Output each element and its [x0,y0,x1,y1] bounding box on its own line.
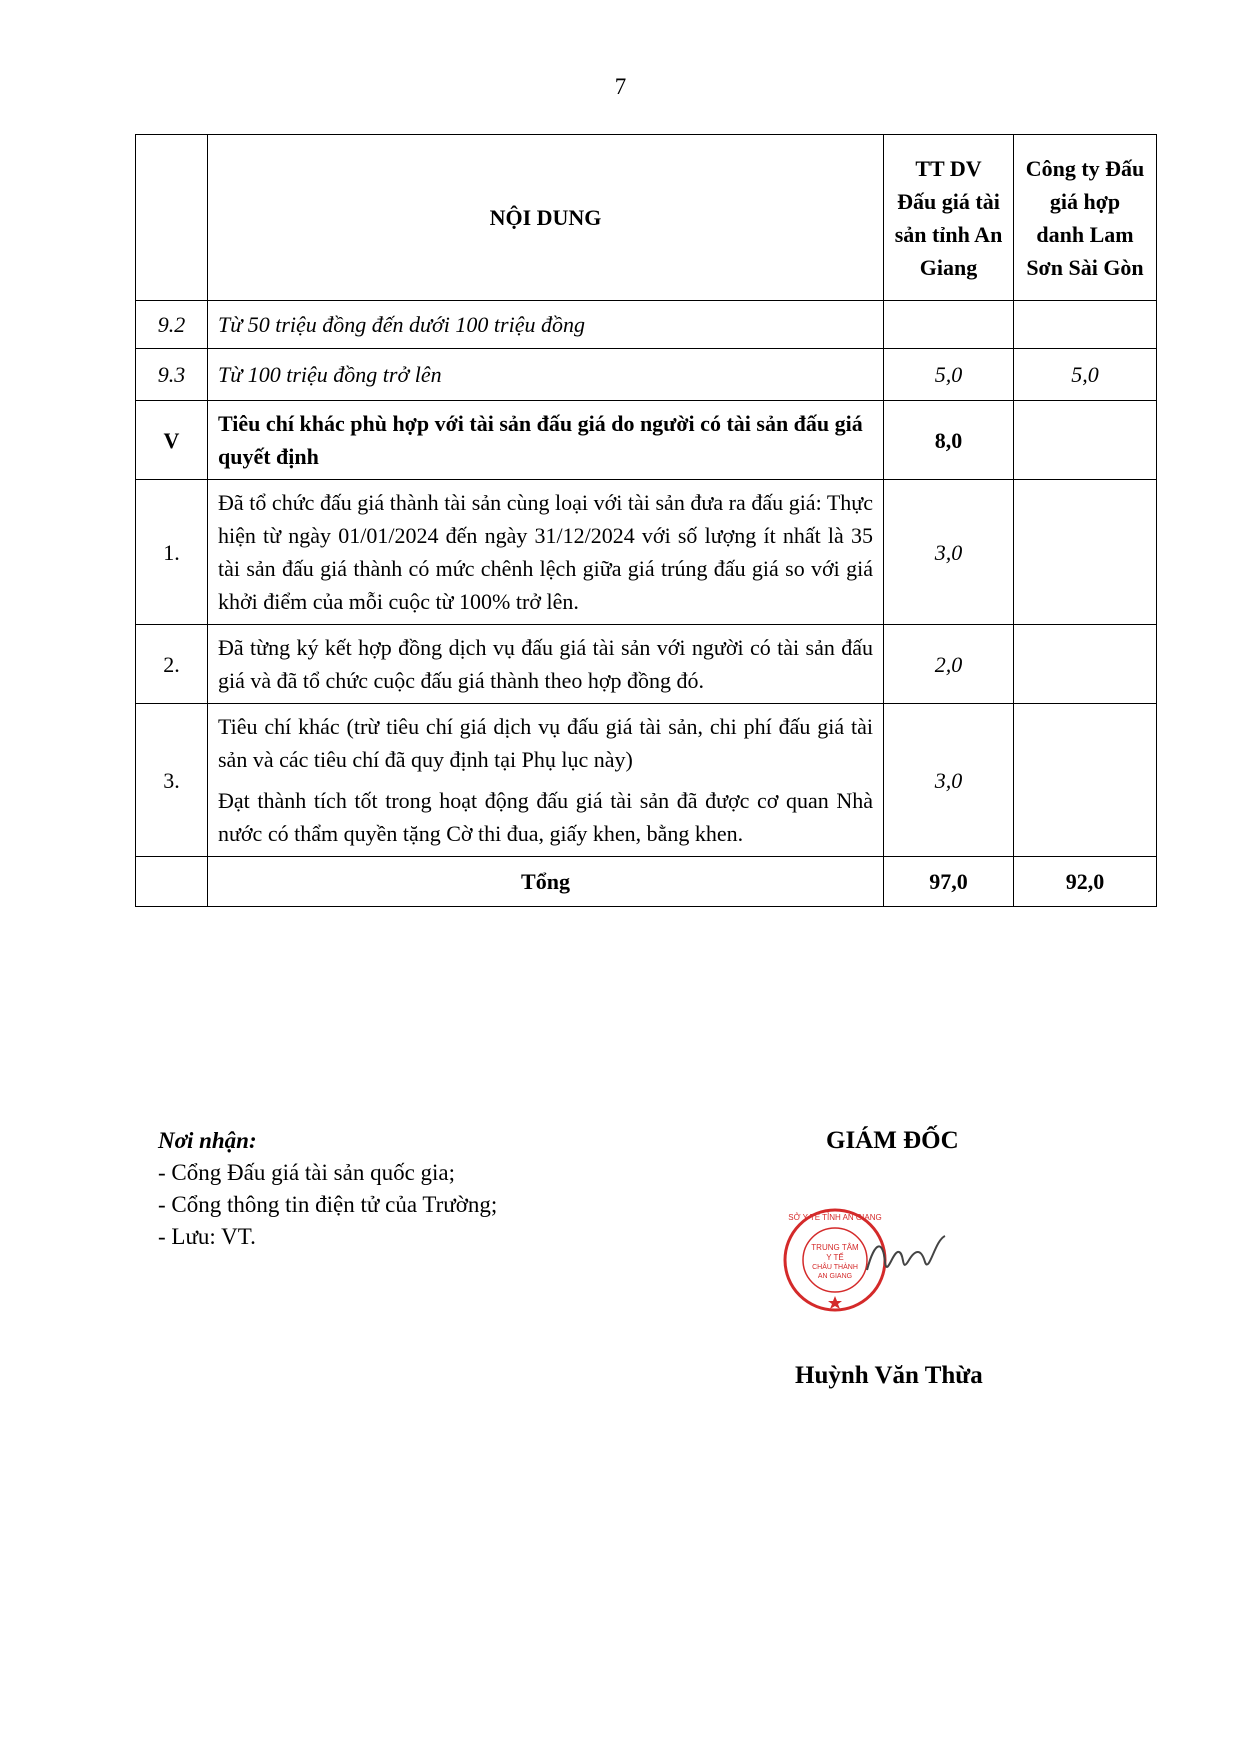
row-content-paragraph: Tiêu chí khác (trừ tiêu chí giá dịch vụ đấu giá tài sản, chi phí đấu giá tài sản và các tiêu chí đã quy định tại Phụ lục này) [218,714,873,772]
table-row [136,625,1157,704]
row-index: 2. [136,625,208,704]
svg-text:TRUNG TÂM: TRUNG TÂM [811,1243,859,1252]
table-row [136,349,1157,401]
row-index: V [136,401,208,480]
svg-text:CHÂU THÀNH: CHÂU THÀNH [812,1264,858,1271]
stamp-and-signature-icon [775,1200,975,1320]
header-col2: Công ty Đấu giá hợp danh Lam Sơn Sài Gòn [1014,135,1157,301]
recipient-item: - Cổng Đấu giá tài sản quốc gia; [158,1160,456,1185]
table-total-row [136,857,1157,907]
row-content: Từ 100 triệu đồng trở lên [208,349,884,401]
svg-text:SỞ Y TẾ TỈNH AN GIANG: SỞ Y TẾ TỈNH AN GIANG [788,1213,882,1222]
row-score1 [884,301,1014,349]
table-header-row [136,135,1157,301]
row-index: 9.2 [136,301,208,349]
recipient-item: - Lưu: VT. [158,1224,256,1249]
svg-text:Y TẾ: Y TẾ [826,1253,844,1262]
row-score2 [1014,480,1157,625]
table-row [136,704,1157,857]
row-score2 [1014,704,1157,857]
signer-name: Huỳnh Văn Thừa [795,1362,983,1389]
recipients-title: Nơi nhận: [158,1128,257,1153]
row-content: Từ 50 triệu đồng đến dưới 100 triệu đồng [208,301,884,349]
row-content [208,704,884,857]
header-index [136,135,208,301]
row-score1: 8,0 [884,401,1014,480]
row-score2 [1014,625,1157,704]
total-score1: 97,0 [884,857,1014,907]
official-stamp [775,1200,975,1326]
row-index: 9.3 [136,349,208,401]
header-content: NỘI DUNG [208,135,884,301]
row-content-paragraph: Đạt thành tích tốt trong hoạt động đấu giá tài sản đã được cơ quan Nhà nước có thẩm quyền tặng Cờ thi đua, giấy khen, bằng khen. [218,788,873,846]
row-score1: 3,0 [884,704,1014,857]
row-content: Đã từng ký kết hợp đồng dịch vụ đấu giá tài sản với người có tài sản đấu giá và đã tổ chức cuộc đấu giá thành theo hợp đồng đó. [208,625,884,704]
recipients-block [158,1125,497,1253]
page-number: 7 [614,74,627,99]
row-score2: 5,0 [1014,349,1157,401]
recipient-item: - Cổng thông tin điện tử của Trường; [158,1192,498,1217]
total-label: Tổng [208,857,884,907]
row-content: Đã tổ chức đấu giá thành tài sản cùng loại với tài sản đưa ra đấu giá: Thực hiện từ ngày 01/01/2024 đến ngày 31/12/2024 với số lượng ít nhất là 35 tài sản đấu giá thành có mức chênh lệch giữa giá trúng đấu giá so với giá khởi điểm của mỗi cuộc từ 100% trở lên. [208,480,884,625]
table-row [136,480,1157,625]
total-index [136,857,208,907]
row-index: 3. [136,704,208,857]
row-score2 [1014,301,1157,349]
svg-text:AN GIANG: AN GIANG [817,1273,853,1280]
header-col1: TT DV Đấu giá tài sản tỉnh An Giang [884,135,1014,301]
signer-position: GIÁM ĐỐC [826,1127,959,1154]
total-score2: 92,0 [1014,857,1157,907]
row-score1: 3,0 [884,480,1014,625]
table-row [136,301,1157,349]
table-row-section [136,401,1157,480]
row-content: Tiêu chí khác phù hợp với tài sản đấu giá do người có tài sản đấu giá quyết định [208,401,884,480]
row-score2 [1014,401,1157,480]
row-score1: 5,0 [884,349,1014,401]
score-table [135,134,1157,907]
row-index: 1. [136,480,208,625]
row-score1: 2,0 [884,625,1014,704]
